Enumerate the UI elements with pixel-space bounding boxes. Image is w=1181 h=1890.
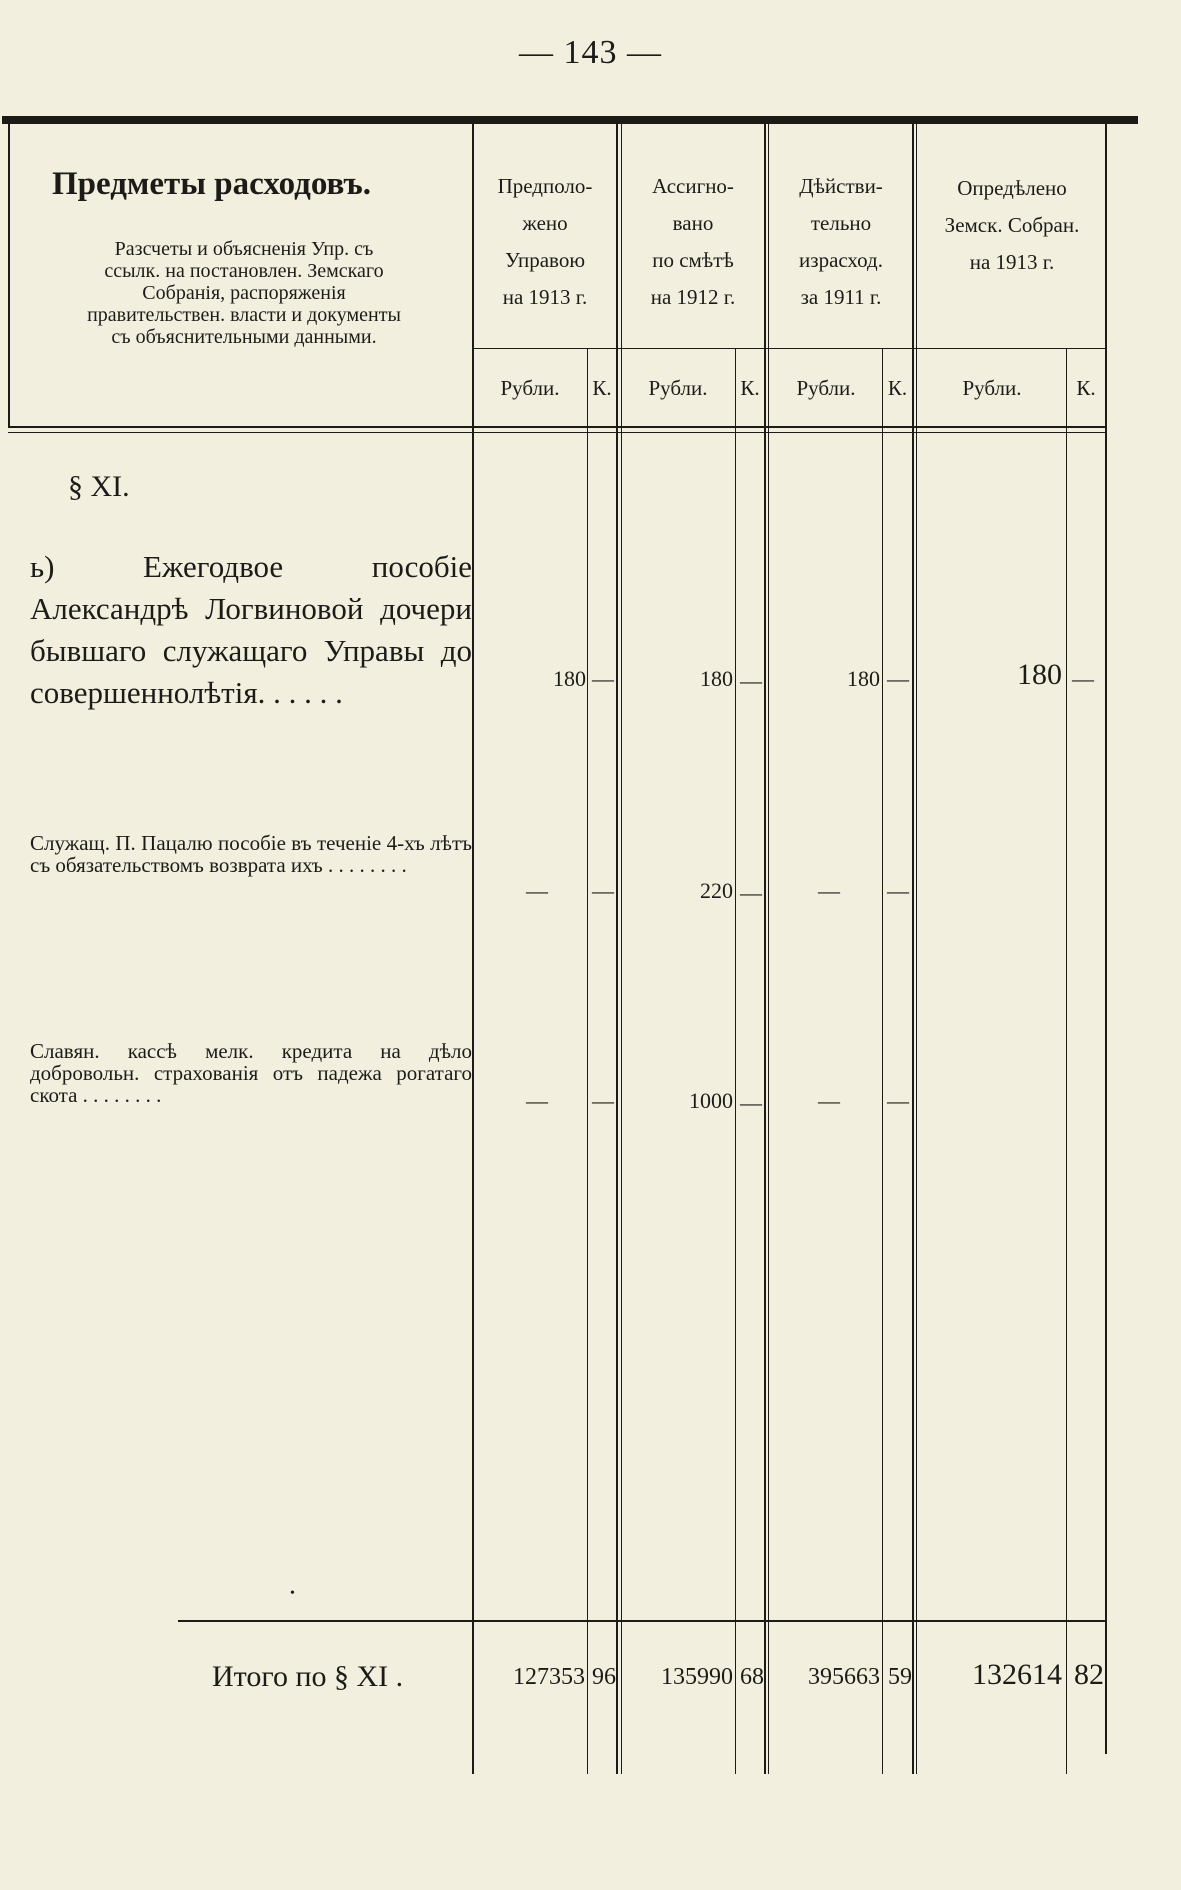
- item-value: —: [526, 1088, 548, 1113]
- unit-rub-4: Рубли.: [962, 376, 1022, 400]
- unit-kop-1: К.: [592, 376, 612, 400]
- item-text: Славян. кассѣ мелк. кредита на дѣло добровольн. страхованія отъ падежа рогатаго скота . . . . . . . .: [30, 1039, 472, 1107]
- item-value: 220: [700, 878, 733, 903]
- column-header-spent: Дѣйстви- тельно израсход. за 1911 г.: [799, 174, 883, 309]
- unit-kop-4: К.: [1076, 376, 1096, 400]
- item-value: —: [887, 666, 909, 691]
- col1-kop-line: [587, 348, 588, 1774]
- col2-kop-line: [735, 348, 736, 1774]
- item-value: —: [740, 668, 762, 693]
- total-value: 395663: [808, 1664, 880, 1690]
- item-value: 180: [847, 666, 880, 691]
- border-left: [8, 124, 10, 426]
- total-value: 127353: [513, 1664, 585, 1690]
- total-top-line: [178, 1620, 1106, 1622]
- col3-kop-line: [882, 348, 883, 1774]
- col2-right-double: [768, 124, 769, 1774]
- item-value: —: [887, 878, 909, 903]
- total-value: 82: [1074, 1658, 1104, 1691]
- item-value: —: [592, 1088, 614, 1113]
- item-value: —: [1072, 666, 1094, 691]
- item-value: 180: [1017, 658, 1062, 691]
- col3-right-double: [916, 124, 917, 1774]
- header-title: Предметы расходовъ.: [52, 166, 371, 202]
- item-value: —: [526, 878, 548, 903]
- stray-mark: •: [290, 1586, 295, 1601]
- item-value: —: [887, 1088, 909, 1113]
- item-value: 180: [700, 666, 733, 691]
- unit-rub-3: Рубли.: [796, 376, 856, 400]
- total-value: 132614: [972, 1658, 1062, 1691]
- total-value: 68: [740, 1664, 764, 1690]
- col3-right: [912, 124, 914, 1774]
- col2-right: [764, 124, 766, 1774]
- col1-right: [616, 124, 618, 1774]
- unit-row-top: [472, 348, 1106, 349]
- item-value: 180: [553, 666, 586, 691]
- total-value: 96: [592, 1664, 616, 1690]
- unit-kop-3: К.: [887, 376, 908, 400]
- item-value: —: [592, 666, 614, 691]
- item-text: ь) Ежегодвое пособіе Александрѣ Логвиновой дочери бывшаго служащаго Управы до совершеннолѣтія. . . . . .: [30, 549, 472, 710]
- total-value: 59: [888, 1664, 912, 1690]
- col1-right-double: [621, 124, 622, 1774]
- item-value: —: [818, 878, 840, 903]
- unit-rub-2: Рубли.: [648, 376, 708, 400]
- column-header-assigned: Ассигно- вано по смѣтѣ на 1912 г.: [650, 174, 736, 309]
- top-rule: [2, 116, 1138, 124]
- header-bottom: [8, 426, 1106, 428]
- col4-kop-line: [1066, 348, 1067, 1774]
- column-header-determined: Опредѣлено Земск. Собран. на 1913 г.: [944, 176, 1080, 274]
- section-heading: § XI.: [68, 470, 130, 503]
- border-right: [1105, 124, 1107, 1754]
- column-header-proposed: Предполо- жено Управою на 1913 г.: [497, 174, 593, 309]
- item-value: —: [592, 878, 614, 903]
- unit-rub-1: Рубли.: [500, 376, 560, 400]
- item-text: Служащ. П. Пацалю пособіе въ теченіе 4-хъ лѣтъ съ обязательствомъ возврата ихъ . . . . . . . .: [30, 831, 472, 877]
- header-bottom-double: [8, 432, 1106, 433]
- item-value: —: [818, 1088, 840, 1113]
- item-value: —: [740, 1090, 762, 1115]
- total-value: 135990: [661, 1664, 733, 1690]
- item-value: —: [740, 880, 762, 905]
- item-value: 1000: [689, 1088, 733, 1113]
- unit-kop-2: К.: [740, 376, 760, 400]
- page-number: — 143 —: [519, 34, 662, 71]
- header-description: Разсчеты и объясненія Упр. съ ссылк. на постановлен. Земскаго Собранія, распоряженія правительствен. власти и документы съ объяснительными данными.: [87, 238, 401, 348]
- border-desc-right: [472, 124, 474, 1774]
- total-label: Итого по § XI .: [212, 1660, 404, 1693]
